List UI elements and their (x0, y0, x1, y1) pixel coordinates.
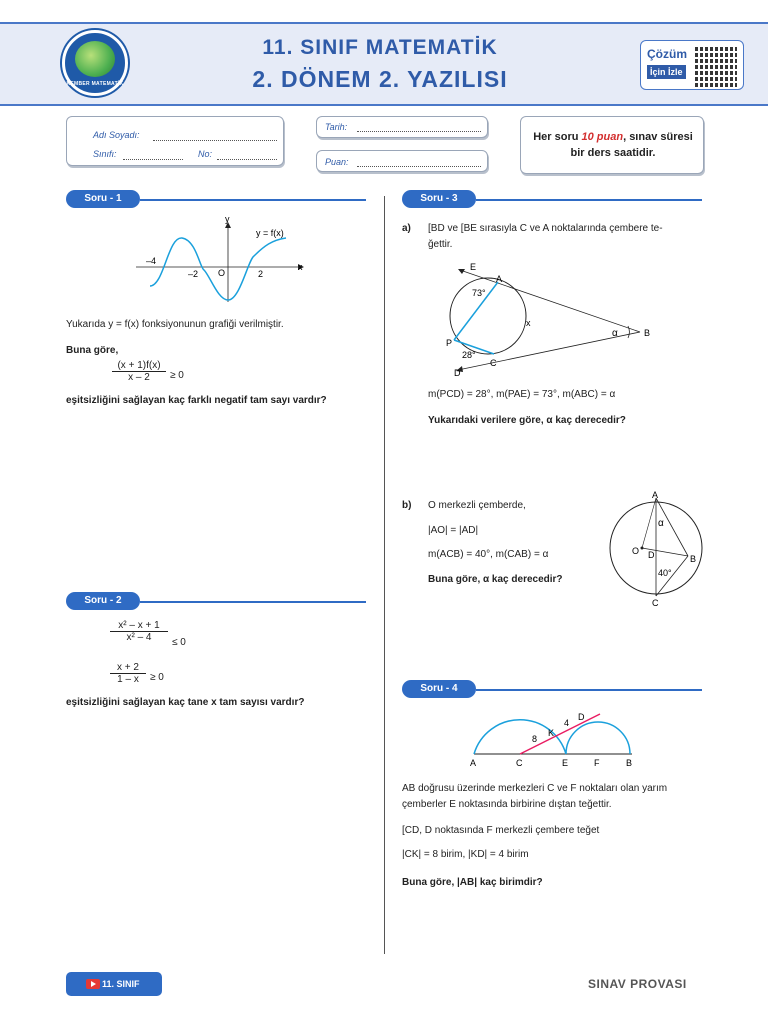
solution-video-box[interactable] (640, 40, 744, 90)
grade-badge[interactable]: 11. SINIF (66, 972, 162, 996)
qr-code-icon[interactable] (695, 45, 737, 87)
question-3a-figure (440, 260, 660, 380)
svg-text:α: α (612, 328, 618, 339)
question-4-figure (464, 702, 644, 772)
question-4-text-1: AB doğrusu üzerinde merkezleri C ve F noktaları olan yarım (402, 783, 668, 794)
score-box (316, 150, 488, 172)
part-b-marker: b) (402, 500, 412, 511)
svg-text:D: D (648, 550, 655, 560)
question-2-fraction-2: $\frac{x + 2}{1 - x}$ (110, 662, 146, 685)
svg-text:A: A (496, 274, 503, 284)
question-4-text-2: çemberler E noktasında birbirine dıştan teğettir. (402, 799, 612, 810)
svg-text:B: B (626, 758, 633, 768)
question-1-fraction: $\frac{(x + 1)f(x)}{x - 2}$ (112, 360, 166, 383)
svg-text:D: D (454, 368, 461, 378)
date-label: Tarih: (325, 122, 348, 132)
part-b-line-1: O merkezli çemberde, (428, 500, 526, 511)
part-a-line-1: [BD ve [BE sırasıyla C ve A noktalarında çembere te- (428, 223, 663, 234)
student-info-box (66, 116, 284, 166)
footer-label: SINAV PROVASI (588, 977, 687, 991)
question-2-label: Soru - 2 (66, 592, 140, 610)
question-1-graph (130, 214, 320, 306)
svg-text:C: C (516, 758, 523, 768)
axis-x-label: x (298, 262, 303, 272)
part-a-line-2: ğettir. (428, 239, 453, 250)
date-box (316, 116, 488, 138)
score-field[interactable] (357, 166, 481, 167)
svg-text:B: B (690, 554, 697, 564)
part-a-question: Yukarıdaki verilere göre, α kaç derecedir? (428, 415, 626, 426)
tick-neg2: –2 (188, 269, 199, 279)
svg-text:A: A (470, 758, 477, 768)
brand-logo (62, 30, 128, 96)
question-3-header (402, 190, 702, 208)
no-label: No: (198, 149, 213, 159)
svg-text:C: C (490, 358, 497, 368)
question-1-label: Soru - 1 (66, 190, 140, 208)
svg-text:40°: 40° (658, 568, 672, 578)
svg-text:B: B (644, 328, 651, 338)
part-a-given: m(PCD) = 28°, m(PAE) = 73°, m(ABC) = α (428, 389, 616, 400)
part-a-marker: a) (402, 223, 411, 234)
svg-text:P: P (446, 338, 453, 348)
brain-icon (75, 41, 115, 77)
svg-text:73°: 73° (472, 288, 486, 298)
svg-text:D: D (578, 712, 585, 722)
exam-info-text: Her soru 10 puan, sınav süresi bir ders saatidir. (533, 131, 693, 159)
svg-text:8: 8 (532, 734, 538, 744)
logo-text: KEMBER MATEMATİK (66, 81, 124, 87)
svg-text:4: 4 (564, 718, 570, 728)
svg-text:x: x (526, 318, 531, 328)
question-4-question: Buna göre, |AB| kaç birimdir? (402, 877, 543, 888)
page-title: 11. SINIF MATEMATİK (262, 36, 498, 59)
name-label: Adı Soyadı: (93, 130, 140, 140)
question-2-fraction-1: $\frac{\text{x² – x + 1}}{\text{x² – 4}}$ (110, 620, 168, 643)
question-4-label: Soru - 4 (402, 680, 476, 698)
column-divider (384, 196, 385, 954)
svg-text:C: C (652, 598, 659, 608)
part-b-question: Buna göre, α kaç derecedir? (428, 574, 563, 585)
svg-text:α: α (658, 518, 664, 529)
part-b-line-3: m(ACB) = 40°, m(CAB) = α (428, 549, 549, 560)
question-2-header (66, 592, 366, 610)
date-field[interactable] (357, 131, 481, 132)
question-4-header (402, 680, 702, 698)
svg-text:E: E (470, 262, 477, 272)
question-2-question: eşitsizliğini sağlayan kaç tane x tam sayısı vardır? (66, 697, 305, 708)
no-field[interactable] (217, 159, 277, 160)
question-1-inequality: ≥ 0 (170, 370, 184, 381)
svg-text:F: F (594, 758, 600, 768)
tick-2: 2 (258, 269, 264, 279)
question-1-header (66, 190, 366, 208)
svg-text:A: A (652, 490, 659, 500)
svg-text:O: O (632, 546, 640, 556)
svg-text:E: E (562, 758, 569, 768)
part-b-line-2: |AO| = |AD| (428, 525, 479, 536)
svg-text:28°: 28° (462, 350, 476, 360)
axis-y-label: y (225, 214, 230, 224)
youtube-icon (86, 979, 100, 989)
score-label: Puan: (325, 157, 349, 167)
page-subtitle: 2. DÖNEM 2. YAZILISI (252, 66, 508, 92)
question-1-text: Yukarıda y = f(x) fonksiyonunun grafiği verilmiştir. (66, 319, 284, 330)
exam-info-box (520, 116, 704, 174)
svg-text:K: K (548, 728, 555, 738)
question-3b-figure (594, 490, 714, 608)
question-1-question: eşitsizliğini sağlayan kaç farklı negatif tam sayı vardır? (66, 395, 327, 406)
question-2-inequality-1: ≤ 0 (172, 637, 186, 648)
question-4-text-3: [CD, D noktasında F merkezli çembere teğet (402, 825, 600, 836)
name-field[interactable] (153, 140, 277, 141)
function-label: y = f(x) (256, 228, 284, 238)
tick-neg4: –4 (146, 256, 157, 266)
question-1-buna-gore: Buna göre, (66, 345, 119, 356)
question-3-label: Soru - 3 (402, 190, 476, 208)
question-2-inequality-2: ≥ 0 (150, 672, 164, 683)
class-field[interactable] (123, 159, 183, 160)
solution-label: Çözüm (647, 47, 687, 61)
tick-origin: O (218, 268, 226, 278)
points-highlight: 10 puan (581, 131, 624, 143)
class-label: Sınıfı: (93, 149, 117, 159)
question-4-text-4: |CK| = 8 birim, |KD| = 4 birim (402, 849, 529, 860)
watch-button[interactable]: İçin İzle (647, 65, 686, 79)
